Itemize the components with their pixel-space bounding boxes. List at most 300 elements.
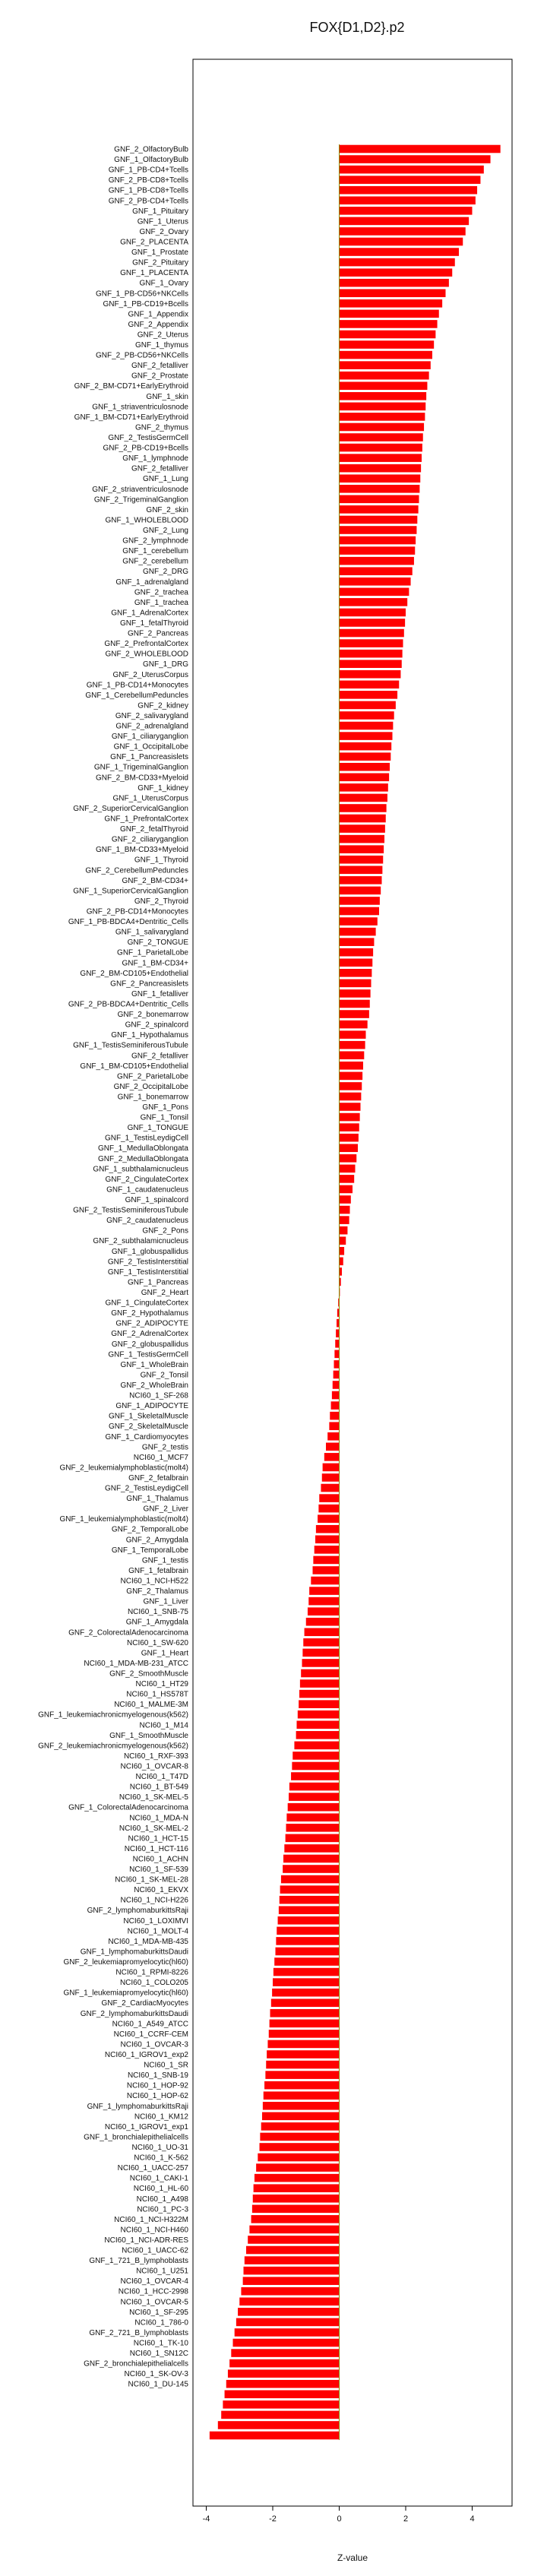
category-label: NCI60_1_SNB-19 (127, 2071, 188, 2081)
bar (340, 938, 375, 946)
bar (340, 381, 428, 390)
category-label: GNF_1_subthalamicnucleus (93, 1165, 188, 1174)
category-label: GNF_2_leukemiachronicmyelogenous(k562) (38, 1742, 188, 1751)
bar (302, 1649, 339, 1657)
bar (334, 1360, 340, 1369)
category-label: NCI60_1_IGROV1_exp2 (104, 2051, 188, 2059)
category-label: GNF_2_PLACENTA (120, 238, 188, 247)
category-label: GNF_1_PB-CD8+Tcells (108, 186, 188, 195)
bar (340, 876, 382, 885)
category-label: GNF_1_Cardiomyocytes (105, 1432, 188, 1441)
bar (340, 588, 409, 597)
bar (340, 1030, 366, 1039)
bar (340, 958, 373, 967)
bar (276, 1948, 340, 1956)
category-label: GNF_2_lymphomaburkittsDaudi (80, 2009, 188, 2018)
bar (340, 1093, 362, 1101)
bar (245, 2256, 340, 2264)
category-label: GNF_2_skin (146, 505, 188, 514)
category-label: NCI60_1_U251 (136, 2267, 188, 2276)
category-label: GNF_2_ColorectalAdenocarcinoma (68, 1628, 188, 1638)
category-label: GNF_2_PB-BDCA4+Dentritic_Cells (68, 1000, 188, 1009)
bar (229, 2359, 339, 2368)
category-label: NCI60_1_SF-295 (129, 2308, 188, 2317)
x-tick-label: -2 (269, 2514, 277, 2524)
category-label: GNF_1_Appendix (128, 310, 188, 319)
category-label: NCI60_1_SNB-75 (127, 1608, 188, 1617)
category-label: GNF_1_WHOLEBLOOD (105, 516, 188, 525)
bar (333, 1381, 340, 1389)
bar (258, 2154, 339, 2162)
x-tick-label: 2 (403, 2514, 409, 2524)
category-label: GNF_1_TestisLeydigCell (104, 1134, 188, 1143)
bar (303, 1638, 339, 1647)
category-label: GNF_1_Uterus (137, 217, 188, 226)
category-label: GNF_1_fetalliver (131, 989, 188, 998)
category-label: GNF_1_BM-CD33+Myeloid (96, 846, 188, 855)
bar (340, 1236, 346, 1245)
category-label: GNF_2_PrefrontalCortex (104, 640, 188, 649)
category-label: NCI60_1_NCI-H460 (120, 2226, 188, 2235)
bar (340, 804, 387, 812)
bar (340, 774, 390, 782)
bar (238, 2308, 339, 2316)
bar (228, 2369, 340, 2378)
category-label: GNF_1_PB-CD56+NKCells (96, 290, 188, 299)
bar (340, 1195, 351, 1204)
bar (340, 598, 408, 606)
bar (327, 1432, 339, 1441)
bar (340, 361, 431, 369)
bar (256, 2163, 339, 2172)
category-label: GNF_1_leukemiapromyelocytic(hl60) (63, 1989, 188, 1998)
category-label: GNF_2_bonemarrow (117, 1011, 188, 1020)
bar (340, 650, 403, 658)
category-label: GNF_1_Lung (142, 475, 188, 484)
bar (323, 1464, 340, 1472)
category-label: NCI60_1_NCI-H522 (120, 1577, 188, 1586)
category-label: GNF_2_BM-CD71+EarlyErythroid (74, 382, 188, 391)
category-label: NCI60_1_BT-549 (129, 1783, 188, 1792)
category-label: GNF_1_ADIPOCYTE (115, 1402, 188, 1411)
category-label: GNF_2_Prostate (131, 372, 188, 381)
bar (340, 752, 391, 761)
category-label: NCI60_1_HS578T (126, 1690, 188, 1699)
category-label: NCI60_1_NCI-ADR-RES (104, 2236, 188, 2245)
category-label: NCI60_1_SF-539 (129, 1866, 188, 1875)
bar (231, 2349, 339, 2357)
bar (300, 1679, 340, 1688)
bar (279, 1906, 340, 1914)
category-label: NCI60_1_UO-31 (131, 2143, 188, 2152)
bar (248, 2236, 339, 2244)
bar (340, 444, 422, 452)
bar (221, 2411, 339, 2419)
category-label: GNF_2_Hypothalamus (111, 1309, 188, 1318)
category-label: NCI60_1_SK-MEL-2 (119, 1824, 188, 1833)
category-label: NCI60_1_KM12 (134, 2112, 188, 2122)
bar (340, 258, 455, 267)
bar (340, 1175, 355, 1183)
bar (340, 495, 419, 504)
category-label: GNF_1_TestisInterstitial (107, 1267, 188, 1277)
category-label: GNF_1_bronchialepithelialcells (84, 2133, 188, 2142)
category-label: GNF_2_CingulateCortex (105, 1175, 188, 1184)
category-label: GNF_2_TestisSeminiferousTubule (73, 1206, 188, 1215)
category-label: GNF_2_adrenalgland (115, 722, 188, 731)
bar (340, 1247, 345, 1255)
bar (305, 1628, 340, 1636)
category-label: GNF_1_Liver (143, 1597, 188, 1606)
bar (255, 2174, 340, 2182)
bar (311, 1577, 339, 1585)
bar (337, 1319, 340, 1328)
category-label: NCI60_1_NCI-H322M (114, 2215, 188, 2224)
category-label: GNF_2_Pancreas (127, 629, 188, 638)
bar (260, 2133, 339, 2141)
bar (254, 2184, 340, 2192)
bar (326, 1443, 340, 1451)
bar (340, 505, 419, 514)
bar (280, 1885, 340, 1894)
category-label: GNF_1_Thyroid (134, 856, 188, 865)
bar (329, 1422, 339, 1430)
category-label: GNF_2_BM-CD34+ (122, 876, 188, 885)
bar (274, 1968, 340, 1976)
category-label: GNF_2_Pons (142, 1226, 188, 1236)
category-label: NCI60_1_RPMI-8226 (115, 1968, 188, 1977)
category-label: NCI60_1_CCRF-CEM (113, 2030, 188, 2039)
category-label: GNF_2_ADIPOCYTE (115, 1319, 188, 1328)
category-label: GNF_2_Pituitary (132, 258, 188, 267)
bar (340, 279, 449, 287)
bar (340, 691, 398, 699)
bar (322, 1473, 340, 1482)
bar (340, 1216, 349, 1224)
bar (340, 1154, 357, 1163)
bar (340, 392, 427, 400)
bar (340, 732, 393, 740)
bar (340, 1072, 363, 1081)
bar (340, 176, 481, 184)
bar (340, 794, 387, 802)
category-label: NCI60_1_MDA-N (129, 1814, 188, 1823)
category-label: NCI60_1_HCT-15 (128, 1834, 188, 1843)
category-label: GNF_2_ciliaryganglion (111, 835, 188, 844)
bar (301, 1669, 339, 1678)
category-label: NCI60_1_SF-268 (129, 1391, 188, 1400)
chart-title: FOX{D1,D2}.p2 (309, 20, 405, 35)
category-label: GNF_2_Liver (143, 1505, 188, 1514)
category-label: NCI60_1_NCI-H226 (120, 1896, 188, 1905)
x-tick-label: -4 (202, 2514, 210, 2524)
bar (340, 166, 484, 174)
x-tick-label: 4 (470, 2514, 475, 2524)
bar (340, 516, 418, 524)
bar (241, 2287, 339, 2296)
bar (252, 2205, 340, 2214)
bar (340, 1000, 370, 1008)
bar (302, 1659, 340, 1667)
bar (324, 1453, 340, 1461)
bar (313, 1566, 340, 1574)
bar (308, 1607, 340, 1616)
category-label: GNF_2_fetalbrain (128, 1473, 188, 1483)
category-label: GNF_1_cerebellum (122, 547, 188, 556)
category-label: GNF_2_SmoothMuscle (109, 1669, 188, 1679)
category-labels (38, 146, 189, 2389)
category-label: GNF_1_721_B_lymphoblasts (89, 2257, 188, 2266)
bar (340, 299, 443, 308)
bar (223, 2400, 339, 2409)
bar (340, 1123, 359, 1131)
category-label: GNF_1_TrigeminalGanglion (93, 763, 188, 772)
bar (340, 948, 374, 957)
category-label: GNF_2_Ovary (139, 227, 188, 236)
bar (340, 1113, 360, 1122)
bar (283, 1865, 339, 1873)
category-label: GNF_2_WHOLEBLOOD (105, 650, 188, 659)
category-label: NCI60_1_MDA-MB-231_ATCC (84, 1659, 188, 1668)
category-label: GNF_1_leukemiachronicmyelogenous(k562) (38, 1710, 188, 1720)
category-label: GNF_2_salivarygland (115, 711, 188, 720)
category-label: GNF_1_bonemarrow (117, 1093, 188, 1102)
bar (265, 2071, 339, 2079)
category-label: GNF_2_spinalcord (125, 1021, 188, 1030)
bar (340, 145, 501, 153)
bar (316, 1525, 340, 1533)
bar (218, 2421, 340, 2429)
bar (340, 526, 417, 534)
category-label: GNF_1_caudatenucleus (106, 1185, 188, 1195)
bar (321, 1484, 339, 1492)
category-label: GNF_1_Ovary (139, 279, 188, 288)
category-label: GNF_2_Appendix (128, 320, 188, 329)
bar (226, 2380, 340, 2388)
bar (340, 217, 470, 226)
bar (340, 454, 422, 462)
bar (281, 1875, 340, 1884)
bar (340, 609, 406, 617)
category-label: GNF_1_TestisSeminiferousTubule (73, 1041, 188, 1050)
category-label: GNF_1_thymus (134, 341, 188, 350)
bar (340, 546, 416, 555)
bar (340, 989, 371, 998)
category-label: GNF_1_PLACENTA (120, 269, 188, 278)
bar (340, 320, 438, 328)
bar (335, 1340, 339, 1348)
category-label: GNF_2_BM-CD105+Endothelial (80, 969, 188, 978)
category-label: GNF_1_BM-CD34+ (122, 959, 188, 968)
bar (336, 1329, 339, 1337)
category-label: NCI60_1_ACHN (132, 1855, 188, 1864)
category-label: GNF_2_PB-CD56+NKCells (96, 351, 188, 360)
bar (340, 660, 402, 668)
category-label: GNF_1_Heart (141, 1649, 188, 1658)
category-label: GNF_2_caudatenucleus (106, 1217, 188, 1226)
category-label: NCI60_1_OVCAR-3 (120, 2040, 188, 2049)
category-label: GNF_1_MedullaOblongata (98, 1144, 188, 1154)
bar (340, 670, 401, 679)
bar (264, 2081, 339, 2090)
category-label: NCI60_1_MALME-3M (114, 1701, 188, 1710)
category-label: NCI60_1_OVCAR-4 (120, 2277, 188, 2286)
category-label: GNF_1_trachea (134, 598, 188, 607)
category-label: NCI60_1_T47D (135, 1773, 188, 1782)
category-label: GNF_1_SmoothMuscle (109, 1731, 188, 1740)
bar (340, 464, 422, 473)
bar (340, 155, 491, 163)
category-label: GNF_1_Pons (142, 1103, 188, 1112)
category-label: GNF_2_AdrenalCortex (111, 1330, 188, 1339)
bar (340, 742, 392, 751)
bar (340, 474, 421, 483)
bar (340, 567, 413, 575)
category-label: GNF_2_testis (141, 1443, 188, 1452)
bar (299, 1700, 339, 1708)
bar (277, 1927, 339, 1935)
bar (299, 1690, 340, 1698)
bar (273, 1978, 340, 1986)
bar (340, 856, 384, 864)
category-label: NCI60_1_OVCAR-8 (120, 1762, 188, 1771)
bar (340, 815, 386, 823)
category-label: GNF_2_OlfactoryBulb (114, 145, 188, 154)
bar (340, 310, 439, 318)
bar (340, 340, 435, 349)
bar (276, 1937, 339, 1945)
bar (249, 2226, 339, 2234)
bar (340, 845, 384, 853)
category-label: GNF_1_ParietalLobe (117, 948, 188, 957)
bar (340, 681, 400, 689)
bar (340, 711, 394, 720)
category-label: GNF_2_Thalamus (126, 1587, 188, 1597)
bar (340, 372, 429, 380)
bar (340, 351, 433, 359)
bar (244, 2267, 340, 2275)
bar (288, 1803, 340, 1812)
bar (340, 1082, 362, 1090)
bar (278, 1916, 340, 1925)
bar (253, 2195, 340, 2203)
category-label: GNF_1_SkeletalMuscle (108, 1412, 188, 1421)
category-label: GNF_2_TONGUE (127, 938, 188, 948)
category-label: NCI60_1_EKVX (134, 1886, 188, 1895)
bar (340, 207, 473, 215)
category-label: NCI60_1_PC-3 (137, 2205, 188, 2214)
bar (340, 1021, 368, 1029)
bar (340, 289, 446, 297)
category-label: NCI60_1_SK-OV-3 (124, 2370, 188, 2379)
category-label: GNF_1_DRG (142, 660, 188, 669)
category-label: NCI60_1_HL-60 (133, 2185, 188, 2194)
bar (340, 485, 420, 493)
bar (340, 433, 423, 441)
bar (340, 701, 396, 710)
bar (340, 1134, 359, 1142)
bar (340, 227, 466, 236)
category-label: GNF_2_MedullaOblongata (98, 1154, 188, 1163)
bar (340, 331, 436, 339)
category-label: NCI60_1_HOP-62 (126, 2092, 188, 2101)
category-label: GNF_1_BM-CD71+EarlyErythroid (74, 413, 188, 422)
bar (340, 1010, 369, 1018)
bar (340, 979, 372, 988)
bar (264, 2091, 340, 2100)
bar (340, 907, 380, 916)
bar (340, 866, 383, 874)
bar (246, 2246, 340, 2255)
bar (267, 2050, 339, 2059)
category-label: GNF_2_SkeletalMuscle (108, 1422, 188, 1432)
category-label: GNF_1_CerebellumPeduncles (85, 691, 188, 700)
category-label: GNF_2_CardiacMyocytes (101, 1999, 188, 2008)
bar (340, 248, 460, 256)
bar (340, 1103, 361, 1111)
bar (261, 2122, 340, 2131)
category-label: GNF_1_UterusCorpus (112, 794, 188, 803)
bar (340, 186, 478, 195)
category-label: GNF_1_testis (141, 1556, 188, 1565)
category-label: GNF_1_TemporalLobe (111, 1546, 188, 1555)
category-label: GNF_1_salivarygland (115, 928, 188, 937)
category-label: NCI60_1_MCF7 (133, 1453, 188, 1462)
bar (331, 1401, 340, 1410)
category-label: GNF_2_fetalThyroid (119, 825, 188, 834)
category-label: NCI60_1_TK-10 (133, 2339, 188, 2348)
category-label: GNF_1_PB-CD4+Tcells (108, 166, 188, 175)
x-tick-label: 0 (337, 2514, 342, 2524)
bar (340, 1041, 365, 1049)
bar (309, 1587, 339, 1595)
bar (340, 1185, 353, 1194)
bar (210, 2432, 340, 2440)
bar (260, 2143, 340, 2151)
bar (340, 423, 425, 432)
bar (272, 1989, 339, 1997)
bar (267, 2040, 339, 2049)
category-label: GNF_2_kidney (138, 701, 188, 710)
category-label: GNF_1_Tonsil (140, 1113, 188, 1122)
bar (233, 2339, 340, 2347)
category-label: GNF_2_CerebellumPeduncles (85, 866, 188, 875)
category-label: GNF_2_cerebellum (122, 557, 188, 566)
category-label: NCI60_1_HT29 (135, 1680, 188, 1689)
bar (340, 763, 390, 771)
bar (318, 1514, 339, 1523)
category-label: GNF_1_OccipitalLobe (113, 742, 188, 752)
category-label: GNF_2_Amygdala (125, 1536, 188, 1545)
category-label: GNF_2_lymphnode (122, 536, 188, 546)
bar (225, 2390, 340, 2398)
category-label: GNF_1_skin (146, 392, 188, 401)
category-label: GNF_2_leukemiapromyelocytic(hl60) (63, 1958, 188, 1967)
category-label: NCI60_1_UACC-257 (117, 2164, 188, 2173)
bar (340, 897, 380, 905)
category-label: GNF_2_OccipitalLobe (113, 1082, 188, 1091)
bar (251, 2215, 340, 2223)
bar (266, 2061, 339, 2069)
bar (280, 1896, 340, 1904)
bar (340, 1144, 359, 1152)
bar (296, 1731, 340, 1739)
category-label: GNF_1_Pancreasislets (110, 753, 188, 762)
category-label: NCI60_1_LOXIMVI (123, 1916, 188, 1926)
bar (284, 1844, 339, 1853)
bar (340, 268, 453, 277)
bar (340, 639, 403, 647)
